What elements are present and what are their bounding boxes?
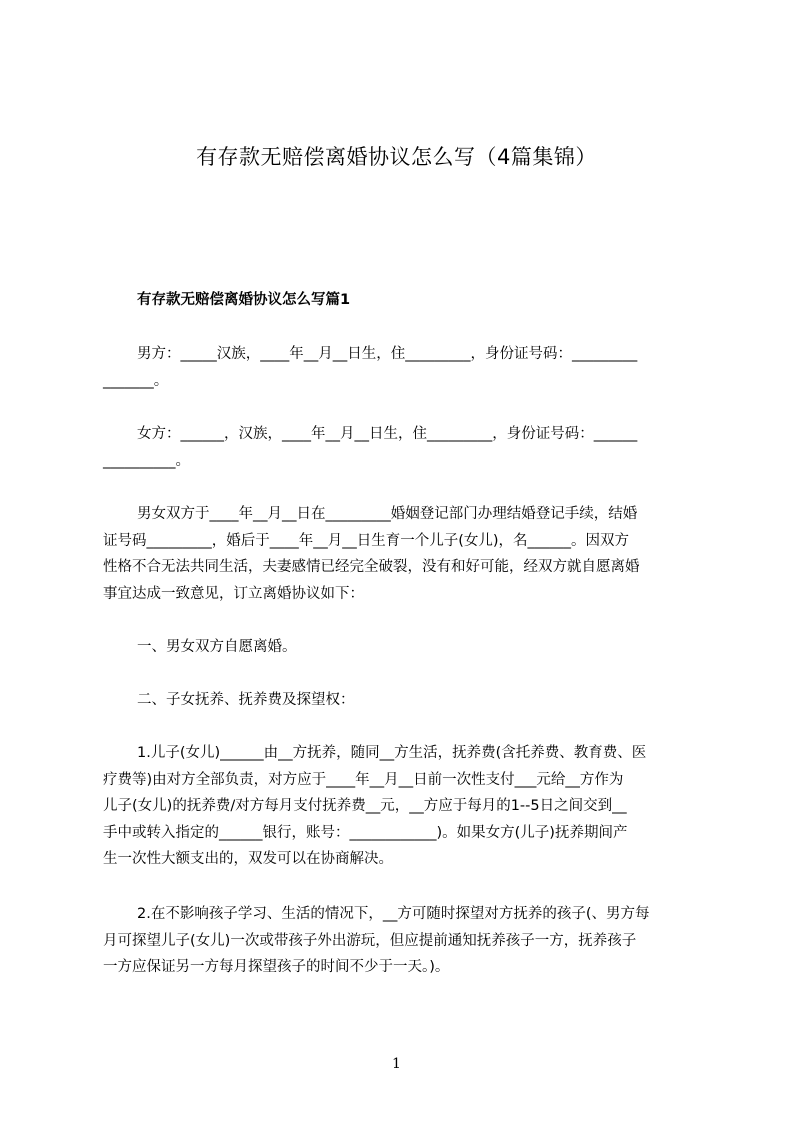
text-line: 儿子(女儿)的抚养费/对方每月支付抚养费__元，__方应于每月的1--5日之间交到__ — [103, 798, 627, 814]
text-line: 男方：_____汉族，____年__月__日生，住_________，身份证号码：_________ — [137, 346, 638, 362]
text-line: 证号码_________，婚后于____年__月__日生育一个儿子(女儿)，名______。因双方 — [103, 532, 630, 549]
text-line: 生一次性大额支出的，双发可以在协商解决。 — [103, 851, 393, 867]
text-line: 一方应保证另一方每月探望孩子的时间不少于一天。)。 — [103, 959, 450, 975]
paragraph-marriage-info — [103, 501, 703, 607]
text-line: 手中或转入指定的______银行，账号：____________)。如果女方(儿子)抚养期间产 — [103, 824, 628, 841]
text-line: 月可探望儿子(女儿)一次或带孩子外出游玩，但应提前通知抚养孩子一方，抚养孩子 — [103, 932, 637, 949]
clause-2-item-1 — [103, 740, 703, 873]
clause-2-item-2 — [103, 901, 703, 981]
text-line: 一、男女双方自愿离婚。 — [137, 639, 297, 655]
text-line: 二、子女抚养、抚养费及探望权： — [137, 692, 355, 708]
section-heading: 有存款无赔偿离婚协议怎么写篇1 — [137, 292, 351, 308]
text-line: 性格不合无法共同生活，夫妻感情已经完全破裂，没有和好可能，经双方就自愿离婚 — [103, 559, 640, 575]
paragraph-male-party — [103, 341, 703, 394]
page-number: 1 — [392, 1056, 401, 1072]
text-line: 女方：______，汉族，____年__月__日生，住_________，身份证号码：______ — [137, 426, 638, 442]
clause-1 — [103, 634, 703, 661]
text-line: 男女双方于____年__月__日在_________婚姻登记部门办理结婚登记手续，结婚 — [137, 506, 638, 522]
text-line: 事宜达成一致意见，订立离婚协议如下： — [103, 585, 364, 602]
paragraph-female-party — [103, 421, 703, 474]
text-line: 2.在不影响孩子学习、生活的情况下，__方可随时探望对方抚养的孩子(、男方每 — [137, 906, 650, 922]
clause-2-heading — [103, 687, 703, 714]
text-line: __________。 — [103, 452, 190, 469]
text-line: 疗费等)由对方全部负责，对方应于____年__月__日前一次性支付___元给__方作为 — [103, 771, 624, 788]
document-title: 有存款无赔偿离婚协议怎么写（4篇集锦） — [196, 145, 597, 169]
text-line: _______。 — [103, 372, 169, 389]
text-line: 1.儿子(女儿)______由__方抚养，随同__方生活，抚养费(含托养费、教育费、医 — [137, 745, 647, 761]
